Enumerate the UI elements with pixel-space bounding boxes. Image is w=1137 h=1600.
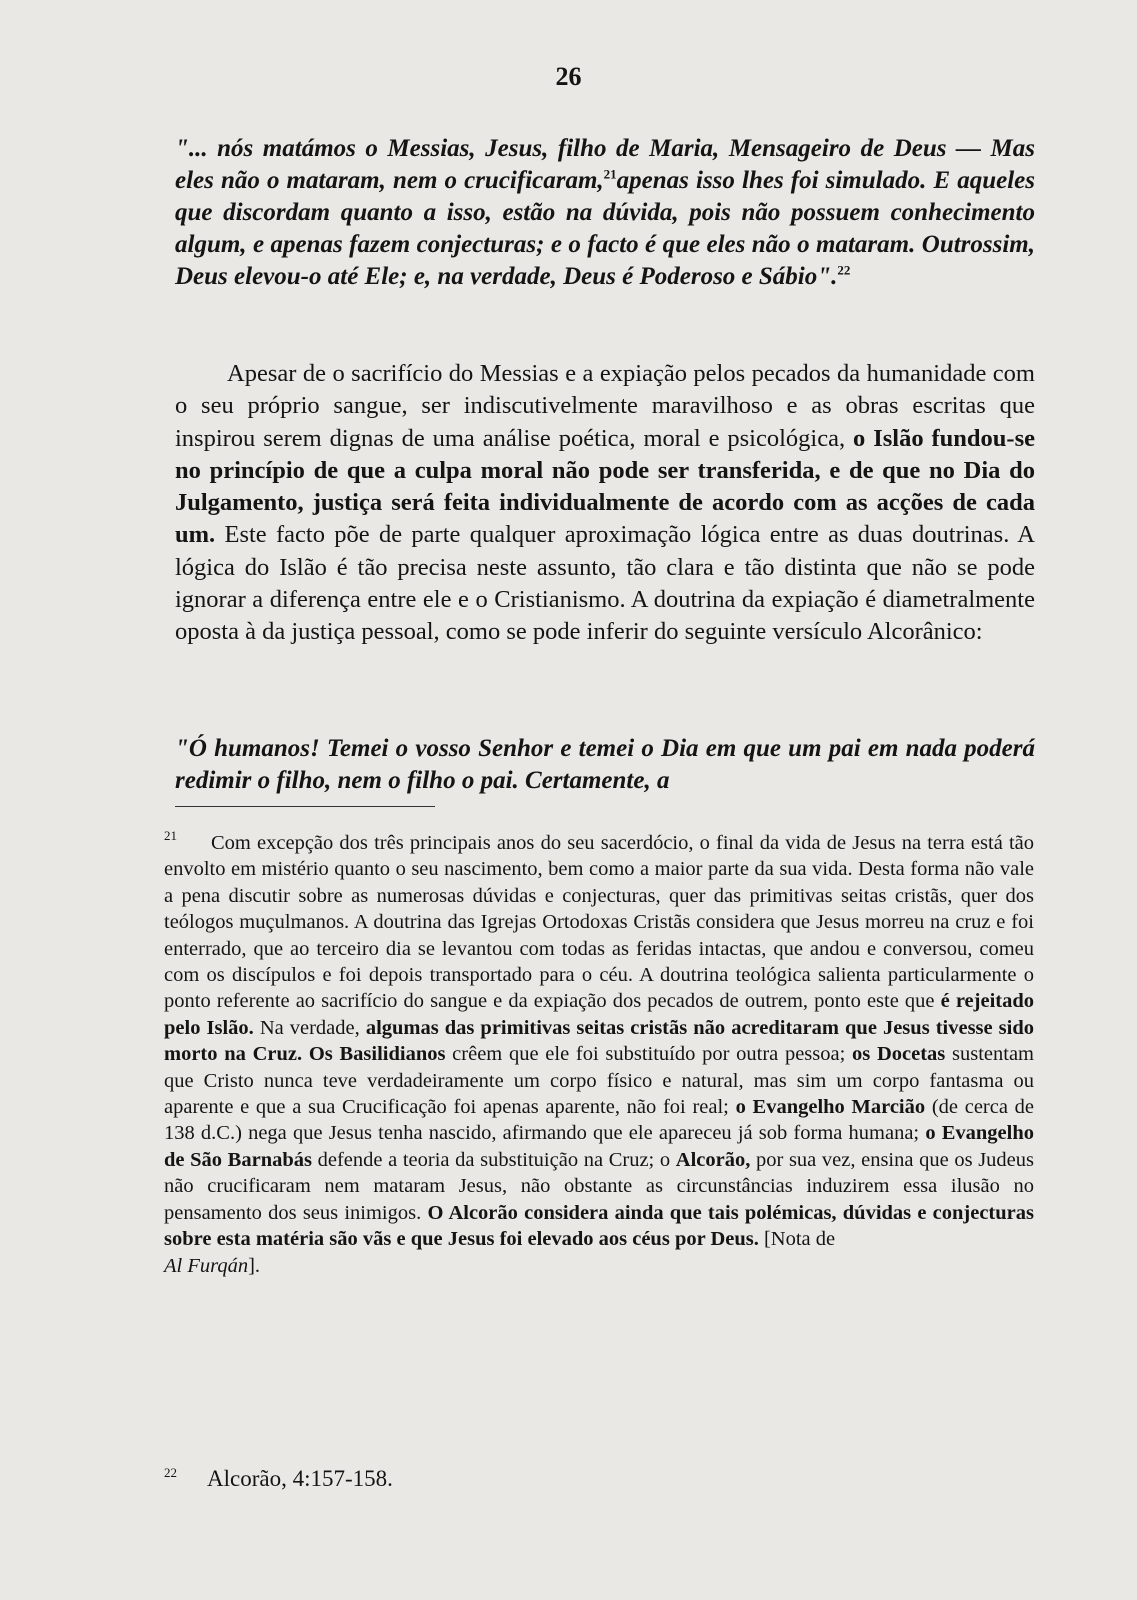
quote-text: "... nós matámos o Messias, Jesus, filho de Maria, Mensageiro de Deus — Mas eles não o mataram, nem o crucificaram,	[175, 135, 1035, 194]
footnote-text: ].	[248, 1254, 261, 1277]
footnote-emphasis: O Alcorão considera ainda que tais polémicas, dúvidas e conjecturas sobre esta matéria são vãs e que Jesus foi elevado aos céus por Deus.	[164, 1201, 1034, 1251]
footnote-separator	[175, 806, 435, 807]
footnote-emphasis: o Evangelho de São Barnabás	[164, 1122, 1034, 1171]
page-number: 26	[555, 62, 582, 91]
body-paragraph	[175, 358, 1035, 649]
footnote-text: [Nota de	[763, 1228, 836, 1251]
footnote-emphasis: algumas das primitivas seitas cristãs não acreditaram que Jesus tivesse sido morto na Cruz.	[164, 1016, 1034, 1066]
footnote-text: crêem que ele foi substituído por outra pessoa;	[452, 1043, 846, 1066]
quote-text-continued: apenas isso lhes foi simulado. E aqueles que discordam quanto a isso, estão na dúvida, pois não possuem conhecimento algum, e apenas fazem conjecturas; e o facto é que eles não o mataram. Outrossim, Deus elevou-o até Ele; e, na verdade, Deus é Poderoso e Sábio".	[175, 167, 1035, 290]
paragraph-emphasis: o Islão fundou-se no princípio de que a culpa moral não pode ser transferida, e de que no Dia do Julgamento, justiça será feita individualmente de acordo com as acções de cada um.	[175, 424, 1036, 549]
footnote-22	[164, 1466, 1034, 1493]
footnote-emphasis: Alcorão,	[675, 1148, 751, 1171]
paragraph-text: Apesar de o sacrifício do Messias e a expiação pelos pecados da humanidade com o seu próprio sangue, ser indiscutivelmente maravilhoso e as obras escritas que inspirou serem dignas de uma análise poética, moral e psicológica,	[175, 360, 1035, 452]
footnote-text: Na verdade,	[259, 1016, 360, 1039]
quran-quote-block-2	[175, 733, 1035, 797]
footnote-22-text: Alcorão, 4:157-158.	[207, 1466, 393, 1491]
footnote-emphasis: é rejeitado pelo Islão.	[164, 990, 1034, 1039]
quran-quote-block	[175, 133, 1035, 293]
footnote-21	[164, 830, 1034, 1279]
footnote-text: defende a teoria da substituição na Cruz; o	[317, 1148, 671, 1171]
footnote-ref-21[interactable]: 21	[603, 166, 617, 182]
footnote-ref-22[interactable]: 22	[837, 262, 851, 278]
footnote-text: Com excepção dos três principais anos do seu sacerdócio, o final da vida de Jesus na terra está tão envolto em mistério quanto o seu nascimento, bem como a maior parte da sua vida. Desta forma não vale a pena discutir sobre as numerosas dúvidas e conjecturas, quer das primitivas seitas cristãs, quer dos teólogos muçulmanos. A doutrina das Igrejas Ortodoxas Cristãs considera que Jesus morreu na cruz e foi enterrado, que ao terceiro dia se levantou com todas as feridas intactas, que andou e conversou, comeu com os discípulos e foi depois transportado para o céu. A doutrina teológica salienta particularmente o ponto referente ao sacrifício do sangue e da expiação dos pecados de outrem, ponto este que	[164, 832, 1034, 1013]
footnote-emphasis: o Evangelho Marcião	[735, 1096, 926, 1119]
quote-2-text: "Ó humanos! Temei o vosso Senhor e temei o Dia em que um pai em nada poderá redimir o filho, nem o filho o pai. Certamente, a	[175, 735, 1035, 794]
footnote-22-mark: 22	[164, 1465, 177, 1480]
footnote-text: por sua vez, ensina que os Judeus não crucificaram nem mataram Jesus, não obstante as circunstâncias induzirem essa ilusão no pensamento dos seus inimigos.	[164, 1148, 1035, 1224]
footnote-text: sustentam que Cristo nunca teve verdadeiramente um corpo físico e natural, mas sim um corpo fantasma ou aparente e que a sua Crucificação foi apenas aparente, não foi real;	[164, 1043, 1035, 1119]
footnote-italic: Al Furqán	[164, 1254, 249, 1277]
paragraph-text-continued: Este facto põe de parte qualquer aproximação lógica entre as duas doutrinas. A lógica do Islão é tão precisa neste assunto, tão clara e tão distinta que não se pode ignorar a diferença entre ele e o Cristianismo. A doutrina da expiação é diametralmente oposta à da justiça pessoal, como se pode inferir do seguinte versículo Alcorânico:	[175, 521, 1035, 646]
footnote-21-mark: 21	[164, 828, 177, 843]
footnote-emphasis: os Docetas	[852, 1043, 946, 1066]
footnote-emphasis: Os Basilidianos	[308, 1043, 446, 1066]
footnote-text: (de cerca de 138 d.C.) nega que Jesus tenha nascido, afirmando que ele apareceu já sob forma humana;	[164, 1096, 1034, 1145]
